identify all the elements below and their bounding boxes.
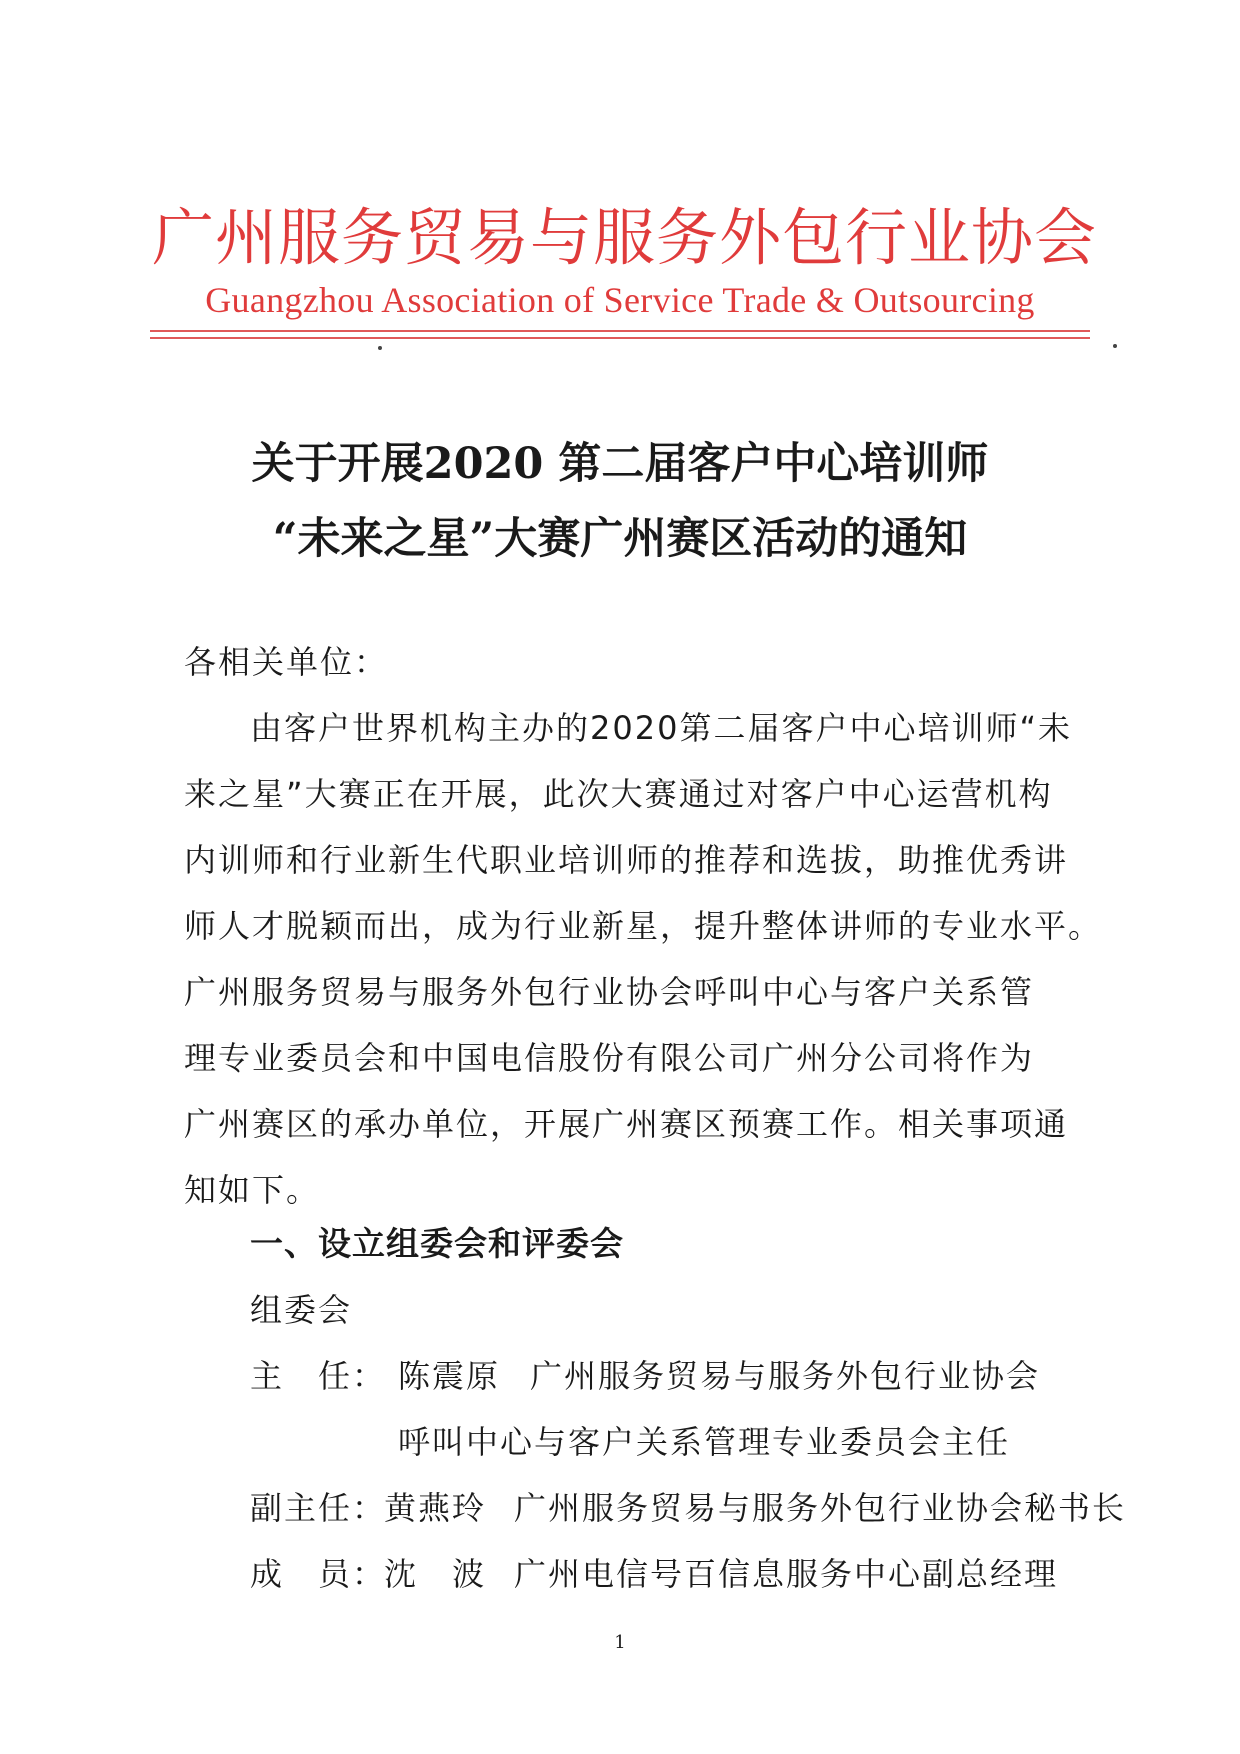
director-title-cont: 呼叫中心与客户关系管理专业委员会主任 bbox=[398, 1423, 1011, 1461]
body-line: 来之星”大赛正在开展，此次大赛通过对客户中心运营机构 bbox=[184, 775, 1053, 813]
member-name: 沈 波 bbox=[384, 1555, 487, 1593]
body-line: 由客户世界机构主办的2020第二届客户中心培训师“未 bbox=[250, 709, 1073, 747]
body-line: 知如下。 bbox=[184, 1171, 321, 1209]
body-line: 理专业委员会和中国电信股份有限公司广州分公司将作为 bbox=[184, 1039, 1035, 1077]
body-line: 广州赛区的承办单位，开展广州赛区预赛工作。相关事项通 bbox=[184, 1105, 1069, 1143]
director-role: 主 任： bbox=[250, 1357, 387, 1395]
org-name-cn: 广州服务贸易与服务外包行业协会 bbox=[152, 201, 1098, 274]
org-name-en: Guangzhou Association of Service Trade & Outsourcing bbox=[205, 280, 1035, 320]
notice-title-line1: 关于开展2020 第二届客户中心培训师 bbox=[251, 439, 989, 489]
body-line: 内训师和行业新生代职业培训师的推荐和选拔，助推优秀讲 bbox=[184, 841, 1069, 879]
page-number: 1 bbox=[614, 1632, 626, 1653]
director-name: 陈震原 bbox=[398, 1357, 501, 1395]
director-title: 广州服务贸易与服务外包行业协会 bbox=[530, 1357, 1041, 1395]
scan-dot bbox=[1113, 344, 1117, 348]
deputy-name: 黄燕玲 bbox=[384, 1489, 487, 1527]
member-role: 成 员： bbox=[250, 1555, 387, 1593]
scan-dot bbox=[378, 346, 382, 350]
deputy-role: 副主任： bbox=[250, 1489, 387, 1527]
body-line: 师人才脱颖而出，成为行业新星，提升整体讲师的专业水平。 bbox=[184, 907, 1103, 945]
section-heading: 一、设立组委会和评委会 bbox=[250, 1224, 624, 1263]
deputy-title: 广州服务贸易与服务外包行业协会秘书长 bbox=[514, 1489, 1127, 1527]
notice-title-line2: “未来之星”大赛广州赛区活动的通知 bbox=[272, 514, 968, 564]
salutation: 各相关单位： bbox=[184, 643, 389, 681]
member-title: 广州电信号百信息服务中心副总经理 bbox=[514, 1555, 1059, 1593]
committee-subheading: 组委会 bbox=[250, 1291, 353, 1329]
letterhead-rule-bottom bbox=[150, 337, 1090, 339]
body-line: 广州服务贸易与服务外包行业协会呼叫中心与客户关系管 bbox=[184, 973, 1035, 1011]
letterhead-rule-top bbox=[150, 330, 1090, 332]
